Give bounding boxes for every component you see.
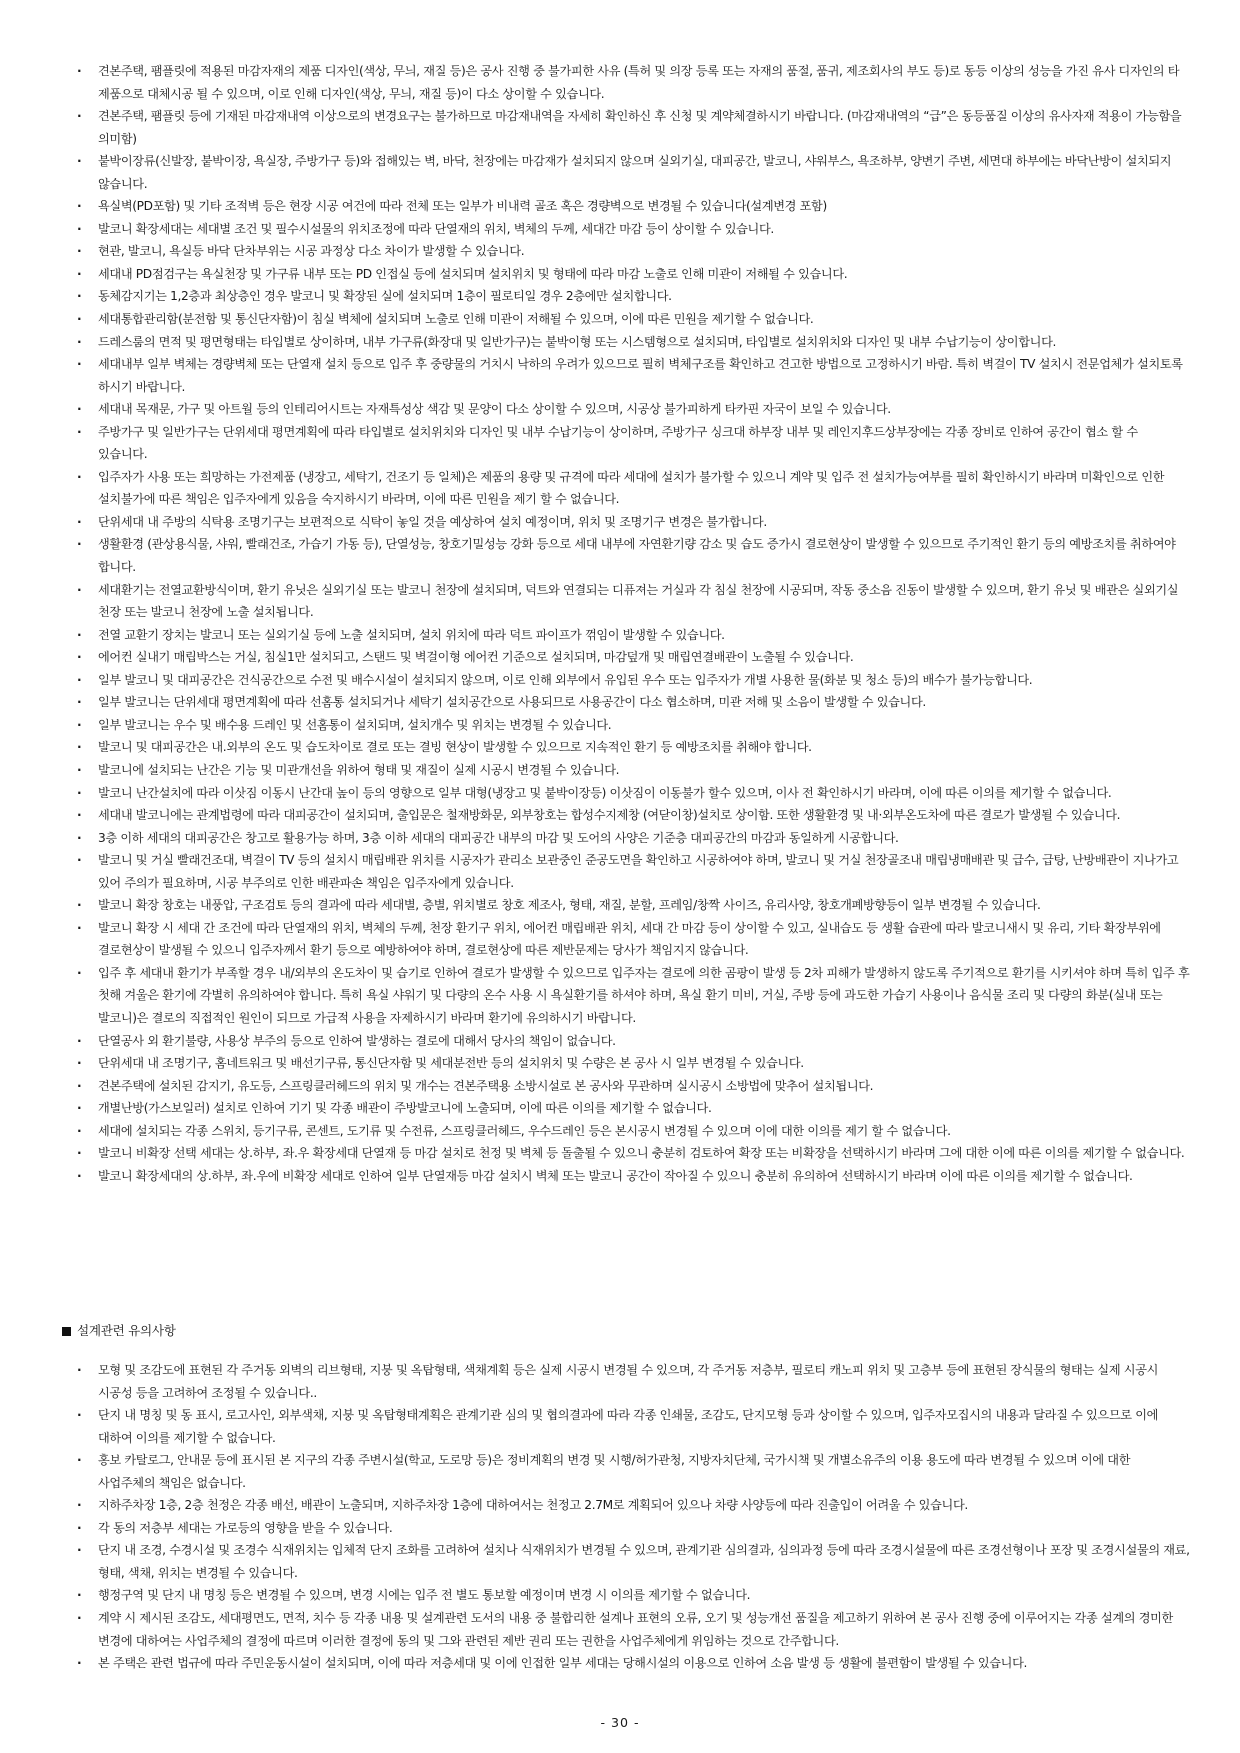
list-item: · 전열 교환기 장치는 발코니 또는 실외기실 등에 노출 설치되며, 설치 위치에 따라 덕트 파이프가 꺾임이 발생할 수 있습니다. [62,624,1190,647]
list-item: · 홍보 카탈로그, 안내문 등에 표시된 본 지구의 각종 주변시설(학교, 도로망 등)은 정비계획의 변경 및 시행/허가관청, 지방자치단체, 국가시책 및 개별소유주의 이용 용도에 따라 변경될 수 있으며 이에 대한 사업주체의 책임은 없습니다. [62,1449,1190,1494]
list-item: · 개별난방(가스보일러) 설치로 인하여 기기 및 각종 배관이 주방발코니에 노출되며, 이에 따른 이의를 제기할 수 없습니다. [62,1097,1190,1120]
list-item: · 견본주택, 팸플릿에 적용된 마감자재의 제품 디자인(색상, 무늬, 재질 등)은 공사 진행 중 불가피한 사유 (특허 및 의장 등록 또는 자재의 품절, 품귀, 제조회사의 부도 등)로 동등 이상의 성능을 가진 유사 디자인의 타 제품으로 대체시공 될 수 있으며, 이로 인해 디자인(색상, 무늬, 재질 등)이 다소 상이할 수 있습니다. [62,60,1190,105]
list-item: · 생활환경 (관상용식물, 샤워, 빨래건조, 가습기 가동 등), 단열성능, 창호기밀성능 강화 등으로 세대 내부에 자연환기량 감소 및 습도 증가시 결로현상이 발생할 수 있으므로 주기적인 환기 등의 예방조치를 취하여야 합니다. [62,533,1190,578]
list-item: · 발코니 및 거실 빨래건조대, 벽걸이 TV 등의 설치시 매립배관 위치를 시공자가 관리소 보관중인 준공도면을 확인하고 시공하여야 하며, 발코니 및 거실 천장골조내 매립냉매배관 및 급수, 급탕, 난방배관이 지나가고 있어 주의가 필요하며, 시공 부주의로 인한 배관파손 책임은 입주자에게 있습니다. [62,849,1190,894]
list-item: · 행정구역 및 단지 내 명칭 등은 변경될 수 있으며, 변경 시에는 입주 전 별도 통보할 예정이며 변경 시 이의를 제기할 수 없습니다. [62,1584,1190,1607]
list-item: · 동체감지기는 1,2층과 최상층인 경우 발코니 및 확장된 실에 설치되며 1층이 필로티일 경우 2층에만 설치합니다. [62,285,1190,308]
list-item: · 견본주택에 설치된 감지기, 유도등, 스프링클러헤드의 위치 및 개수는 견본주택용 소방시설로 본 공사와 무관하며 실시공시 소방법에 맞추어 설치됩니다. [62,1075,1190,1098]
list-item: · 드레스룸의 면적 및 평면형태는 타입별로 상이하며, 내부 가구류(화장대 및 일반가구)는 붙박이형 또는 시스템형으로 설치되며, 타입별로 설치위치와 디자인 및 내부 수납기능이 상이합니다. [62,331,1190,354]
list-item: · 모형 및 조감도에 표현된 각 주거동 외벽의 리브형태, 지붕 및 옥탑형태, 색채계획 등은 실제 시공시 변경될 수 있으며, 각 주거동 저층부, 필로티 캐노피 위치 및 고층부 등에 표현된 장식물의 형태는 실제 시공시 시공성 등을 고려하여 조정될 수 있습니다.. [62,1359,1190,1404]
list-item: · 주방가구 및 일반가구는 단위세대 평면계획에 따라 타입별로 설치위치와 디자인 및 내부 수납기능이 상이하며, 주방가구 싱크대 하부장 내부 및 레인지후드상부장에는 각종 장비로 인하여 공간이 협소 할 수 있습니다. [62,421,1190,466]
notices-list [62,60,1190,1187]
list-item: · 견본주택, 팸플릿 등에 기재된 마감재내역 이상으로의 변경요구는 불가하므로 마감재내역을 자세히 확인하신 후 신청 및 계약체결하시기 바랍니다. (마감재내역의 “급”은 동등품질 이상의 유사자재 적용이 가능함을 의미함) [62,105,1190,150]
list-item: · 세대에 설치되는 각종 스위치, 등기구류, 콘센트, 도기류 및 수전류, 스프링클러헤드, 우수드레인 등은 본시공시 변경될 수 있으며 이에 대한 이의를 제기 할 수 없습니다. [62,1120,1190,1143]
list-item: · 단지 내 명칭 및 동 표시, 로고사인, 외부색채, 지붕 및 옥탑형태계획은 관계기관 심의 및 협의결과에 따라 각종 인쇄물, 조감도, 단지모형 등과 상이할 수 있으며, 입주자모집시의 내용과 달라질 수 있으므로 이에 대하여 이의를 제기할 수 없습니다. [62,1404,1190,1449]
list-item: · 각 동의 저층부 세대는 가로등의 영향을 받을 수 있습니다. [62,1517,1190,1540]
list-item: · 세대내 목재문, 가구 및 아트월 등의 인테리어시트는 자재특성상 색감 및 문양이 다소 상이할 수 있으며, 시공상 불가피하게 타카핀 자국이 보일 수 있습니다. [62,398,1190,421]
section-heading [62,1320,176,1342]
list-item: · 에어컨 실내기 매립박스는 거실, 침실1만 설치되고, 스탠드 및 벽걸이형 에어컨 기준으로 설치되며, 마감덮개 및 매립연결배관이 노출될 수 있습니다. [62,646,1190,669]
list-item: · 욕실벽(PD포함) 및 기타 조적벽 등은 현장 시공 여건에 따라 전체 또는 일부가 비내력 골조 혹은 경량벽으로 변경될 수 있습니다(설계변경 포함) [62,195,1190,218]
list-item: · 세대통합관리함(분전함 및 통신단자함)이 침실 벽체에 설치되며 노출로 인해 미관이 저해될 수 있으며, 이에 따른 민원을 제기할 수 없습니다. [62,308,1190,331]
list-item: · 발코니 확장 창호는 내풍압, 구조검토 등의 결과에 따라 세대별, 층별, 위치별로 창호 제조사, 형태, 재질, 분할, 프레임/창짝 사이즈, 유리사양, 창호개폐방향등이 일부 변경될 수 있습니다. [62,894,1190,917]
list-item: · 현관, 발코니, 욕실등 바닥 단차부위는 시공 과정상 다소 차이가 발생할 수 있습니다. [62,240,1190,263]
list-item: · 단위세대 내 조명기구, 홈네트워크 및 배선기구류, 통신단자함 및 세대분전반 등의 설치위치 및 수량은 본 공사 시 일부 변경될 수 있습니다. [62,1052,1190,1075]
list-item: · 세대내 PD점검구는 욕실천장 및 가구류 내부 또는 PD 인접실 등에 설치되며 설치위치 및 형태에 따라 마감 노출로 인해 미관이 저해될 수 있습니다. [62,263,1190,286]
list-item: · 입주자가 사용 또는 희망하는 가전제품 (냉장고, 세탁기, 건조기 등 일체)은 제품의 용량 및 규격에 따라 세대에 설치가 불가할 수 있으니 계약 및 입주 전 설치가능여부를 필히 확인하시기 바라며 미확인으로 인한 설치불가에 따른 책임은 입주자에게 있음을 숙지하시기 바라며, 이에 따른 민원을 제기 할 수 없습니다. [62,466,1190,511]
list-item: · 붙박이장류(신발장, 붙박이장, 욕실장, 주방가구 등)와 접해있는 벽, 바닥, 천장에는 마감재가 설치되지 않으며 실외기실, 대피공간, 발코니, 샤워부스, 욕조하부, 양변기 주변, 세면대 하부에는 바닥난방이 설치되지 않습니다. [62,150,1190,195]
list-item: · 단열공사 외 환기불량, 사용상 부주의 등으로 인하여 발생하는 결로에 대해서 당사의 책임이 없습니다. [62,1030,1190,1053]
section-title: 설계관련 유의사항 [77,1323,176,1338]
list-item: · 본 주택은 관련 법규에 따라 주민운동시설이 설치되며, 이에 따라 저층세대 및 이에 인접한 일부 세대는 당해시설의 이용으로 인하여 소음 발생 등 생활에 불편함이 발생될 수 있습니다. [62,1652,1190,1675]
list-item: · 발코니 확장세대는 세대별 조건 및 필수시설물의 위치조정에 따라 단열재의 위치, 벽체의 두께, 세대간 마감 등이 상이할 수 있습니다. [62,218,1190,241]
page-number: - 30 - [600,1715,640,1730]
list-item: · 발코니 확장 시 세대 간 조건에 따라 단열재의 위치, 벽체의 두께, 천장 환기구 위치, 에어컨 매립배관 위치, 세대 간 마감 등이 상이할 수 있고, 실내습도 등 생활 습관에 따라 발코니새시 및 유리, 기타 확장부위에 결로현상이 발생될 수 있으니 입주자께서 환기 등으로 예방하여야 하며, 결로현상에 따른 제반문제는 당사가 책임지지 않습니다. [62,917,1190,962]
list-item: · 발코니에 설치되는 난간은 기능 및 미관개선을 위하여 형태 및 재질이 실제 시공시 변경될 수 있습니다. [62,759,1190,782]
list-item: · 세대내부 일부 벽체는 경량벽체 또는 단열재 설치 등으로 입주 후 중량물의 거치시 낙하의 우려가 있으므로 필히 벽체구조를 확인하고 견고한 방법으로 고정하시기 바람. 특히 벽걸이 TV 설치시 전문업체가 설치토록 하시기 바랍니다. [62,353,1190,398]
list-item: · 세대내 발코니에는 관계법령에 따라 대피공간이 설치되며, 출입문은 철재방화문, 외부창호는 합성수지제창 (여닫이창)설치로 상이함. 또한 생활환경 및 내·외부온도차에 따른 결로가 발생될 수 있습니다. [62,804,1190,827]
design-notices-list [62,1359,1190,1675]
list-item: · 발코니 확장세대의 상.하부, 좌.우에 비확장 세대로 인하여 일부 단열재등 마감 설치시 벽체 또는 발코니 공간이 작아질 수 있으니 충분히 유의하여 선택하시기 바라며 이에 따른 이의를 제기할 수 없습니다. [62,1165,1190,1188]
list-item: · 세대환기는 전열교환방식이며, 환기 유닛은 실외기실 또는 발코니 천장에 설치되며, 덕트와 연결되는 디퓨져는 거실과 각 침실 천장에 시공되며, 작동 중소음 진동이 발생할 수 있으며, 환기 유닛 및 배관은 실외기실 천장 또는 발코니 천장에 노출 설치됩니다. [62,579,1190,624]
square-bullet-icon [62,1327,71,1336]
list-item: · 일부 발코니는 우수 및 배수용 드레인 및 선홈통이 설치되며, 설치개수 및 위치는 변경될 수 있습니다. [62,714,1190,737]
list-item: · 단위세대 내 주방의 식탁용 조명기구는 보편적으로 식탁이 놓일 것을 예상하여 설치 예정이며, 위치 및 조명기구 변경은 불가합니다. [62,511,1190,534]
list-item: · 일부 발코니 및 대피공간은 건식공간으로 수전 및 배수시설이 설치되지 않으며, 이로 인해 외부에서 유입된 우수 또는 입주자가 개별 사용한 물(화분 및 청소 등)의 배수가 불가능합니다. [62,669,1190,692]
list-item: · 발코니 난간설치에 따라 이삿짐 이동시 난간대 높이 등의 영향으로 일부 대형(냉장고 및 붙박이장등) 이삿짐이 이동불가 할수 있으며, 이사 전 확인하시기 바라며, 이에 따른 이의를 제기할 수 없습니다. [62,782,1190,805]
list-item: · 일부 발코니는 단위세대 평면계획에 따라 선홈통 설치되거나 세탁기 설치공간으로 사용되므로 사용공간이 다소 협소하며, 미관 저해 및 소음이 발생할 수 있습니다. [62,691,1190,714]
list-item: · 발코니 및 대피공간은 내.외부의 온도 및 습도차이로 결로 또는 결빙 현상이 발생할 수 있으므로 지속적인 환기 등 예방조치를 취해야 합니다. [62,736,1190,759]
list-item: · 단지 내 조경, 수경시설 및 조경수 식재위치는 입체적 단지 조화를 고려하여 설치나 식재위치가 변경될 수 있으며, 관계기관 심의결과, 심의과정 등에 따라 조경시설물에 따른 조경선형이나 포장 및 조경시설물의 재료, 형태, 색채, 위치는 변경될 수 있습니다. [62,1539,1190,1584]
list-item: · 발코니 비확장 선택 세대는 상.하부, 좌.우 확장세대 단열재 등 마감 설치로 천정 및 벽체 등 돌출될 수 있으니 충분히 검토하여 확장 또는 비확장을 선택하시기 바라며 그에 대한 이에 따른 이의를 제기할 수 없습니다. [62,1142,1190,1165]
list-item: · 입주 후 세대내 환기가 부족할 경우 내/외부의 온도차이 및 습기로 인하여 결로가 발생할 수 있으므로 입주자는 결로에 의한 곰팡이 발생 등 2차 피해가 발생하지 않도록 주기적으로 환기를 시키셔야 하며 특히 입주 후 첫해 겨울은 환기에 각별히 유의하여야 합니다. 특히 욕실 샤워기 및 다량의 온수 사용 시 욕실환기를 하셔야 하며, 욕실 환기 미비, 거실, 주방 등에 과도한 가습기 사용이나 음식물 조리 및 다량의 화분(실내 또는 발코니)은 결로의 직접적인 원인이 되므로 가급적 사용을 자제하시기 바라며 환기에 유의하시기 바랍니다. [62,962,1190,1030]
list-item: · 3층 이하 세대의 대피공간은 창고로 활용가능 하며, 3층 이하 세대의 대피공간 내부의 마감 및 도어의 사양은 기준층 대피공간의 마감과 동일하게 시공합니다. [62,827,1190,850]
list-item: · 지하주차장 1층, 2층 천정은 각종 배선, 배관이 노출되며, 지하주차장 1층에 대하여서는 천정고 2.7M로 계획되어 있으나 차량 사양등에 따라 진출입이 어려울 수 있습니다. [62,1494,1190,1517]
list-item: · 계약 시 제시된 조감도, 세대평면도, 면적, 치수 등 각종 내용 및 설계관련 도서의 내용 중 불합리한 설계나 표현의 오류, 오기 및 성능개선 품질을 제고하기 위하여 본 공사 진행 중에 이루어지는 각종 설계의 경미한 변경에 대하여는 사업주체의 결정에 따르며 이러한 결정에 동의 및 그와 관련된 제반 권리 또는 권한을 사업주체에게 위임하는 것으로 간주합니다. [62,1607,1190,1652]
